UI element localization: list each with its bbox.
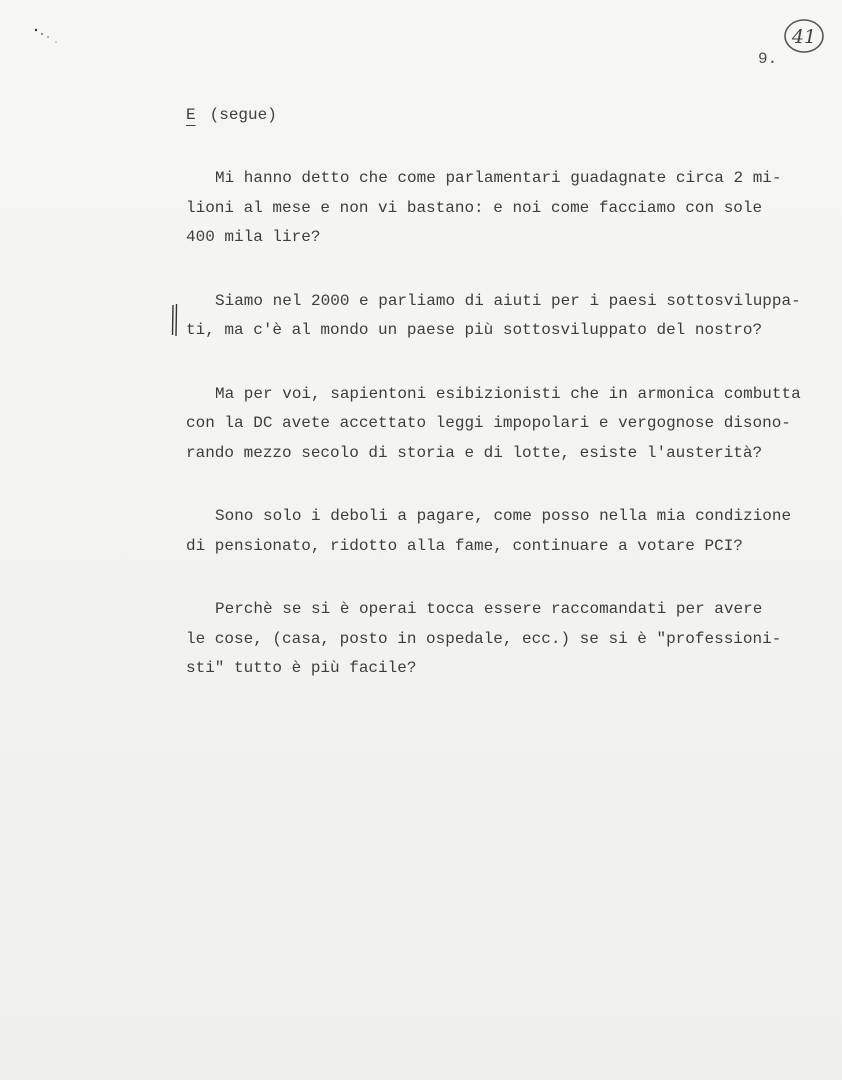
paragraph <box>186 502 816 561</box>
text-line: rando mezzo secolo di storia e di lotte, esiste l'austerità? <box>186 443 763 462</box>
paragraph <box>186 287 816 346</box>
text-line: sti" tutto è più facile? <box>186 659 417 677</box>
section-letter: E <box>186 106 196 124</box>
text-line: con la DC avete accettato leggi impopolari e vergognose disono- <box>186 414 791 432</box>
text-line: lioni al mese e non vi bastano: e noi come facciamo con sole <box>186 198 763 217</box>
text-line: le cose, (casa, posto in ospedale, ecc.) se si è "professioni- <box>186 629 782 648</box>
archive-number-stamp <box>782 16 826 56</box>
foundation-watermark-logo <box>20 985 190 1075</box>
section-heading <box>186 106 277 124</box>
page-number: 9. <box>758 50 778 68</box>
circle-stamp-icon <box>782 16 826 56</box>
text-line: Ma per voi, sapientoni esibizionisti che in armonica combutta <box>215 384 801 403</box>
paper-specks <box>30 22 70 52</box>
letter-body <box>186 164 816 718</box>
text-line: Perchè se si è operai tocca essere raccomandati per avere <box>215 600 763 618</box>
archive-number: 41 <box>791 26 817 48</box>
paragraph <box>186 595 816 684</box>
text-line: di pensionato, ridotto alla fame, continuare a votare PCI? <box>186 536 743 555</box>
margin-double-line-mark <box>171 303 179 337</box>
text-line: Sono solo i deboli a pagare, come posso nella mia condizione <box>215 507 792 525</box>
paragraph <box>186 164 816 253</box>
section-continued-label: (segue) <box>209 106 277 124</box>
text-line: Siamo nel 2000 e parliamo di aiuti per i paesi sottosviluppa- <box>215 291 801 310</box>
text-line: 400 mila lire? <box>186 228 321 246</box>
paragraph <box>186 380 816 469</box>
text-line: ti, ma c'è al mondo un paese più sottosviluppato del nostro? <box>186 321 763 339</box>
text-line: Mi hanno detto che come parlamentari guadagnate circa 2 mi- <box>215 169 782 187</box>
